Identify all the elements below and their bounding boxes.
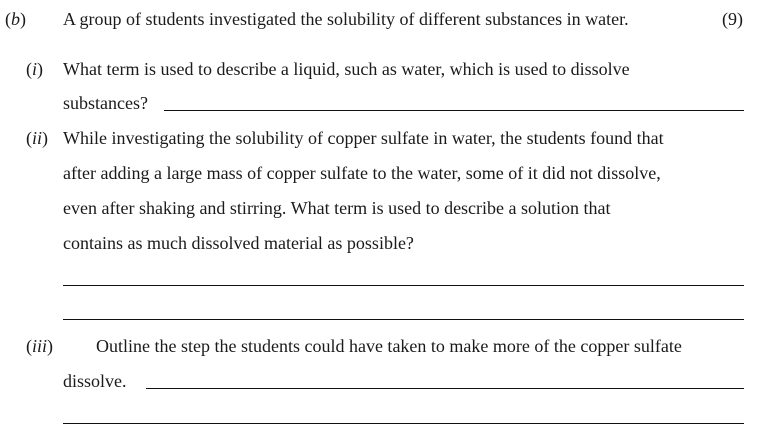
answer-line-iii-1[interactable]	[146, 388, 744, 389]
part-label: (b)	[5, 9, 26, 29]
question-ii-label: (ii)	[26, 128, 49, 148]
answer-line-i[interactable]	[164, 110, 744, 111]
question-ii-line-3: even after shaking and stirring. What term is used to describe a solution that	[63, 198, 611, 218]
question-ii-line-4: contains as much dissolved material as possible?	[63, 233, 414, 253]
question-iii-label: (iii)	[26, 336, 54, 356]
question-i-line-1: What term is used to describe a liquid, such as water, which is used to dissolve	[63, 59, 630, 79]
marks: (9)	[722, 9, 743, 29]
answer-line-ii-1[interactable]	[63, 285, 744, 286]
part-letter: b	[11, 9, 20, 29]
question-ii-line-1: While investigating the solubility of copper sulfate in water, the students found that	[63, 128, 664, 148]
answer-line-iii-2[interactable]	[63, 423, 744, 424]
answer-line-ii-2[interactable]	[63, 319, 744, 320]
question-iii-line-2: dissolve.	[63, 371, 127, 391]
part-intro: A group of students investigated the solubility of different substances in water.	[63, 9, 629, 29]
question-ii-line-2: after adding a large mass of copper sulfate to the water, some of it did not dissolve,	[63, 163, 661, 183]
question-i-line-2: substances?	[63, 93, 148, 113]
question-iii-line-1: Outline the step the students could have taken to make more of the copper sulfate	[96, 336, 682, 356]
question-i-label: (i)	[26, 59, 44, 79]
